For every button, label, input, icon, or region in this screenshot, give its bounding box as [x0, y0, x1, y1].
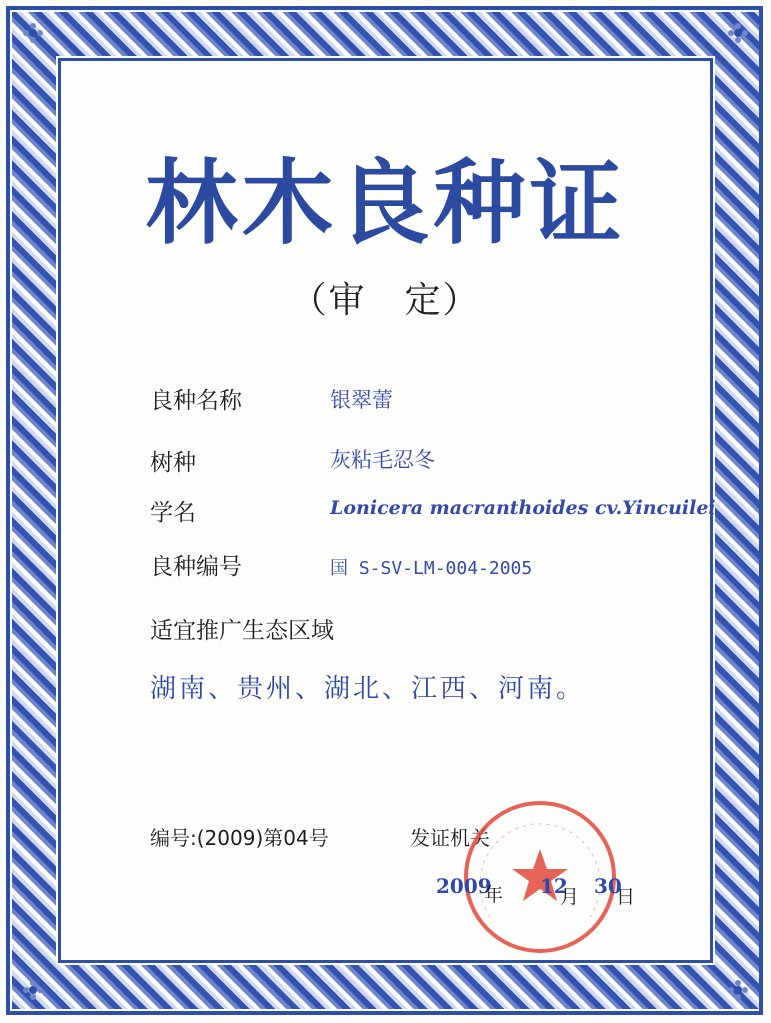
field-label-scientific-name: 学名	[150, 500, 196, 526]
flower-ornament-icon	[727, 22, 749, 44]
issuer-label: 发证机关	[410, 826, 490, 850]
day-unit: 日	[616, 886, 636, 908]
field-label-variety-name: 良种名称	[150, 388, 242, 414]
field-value-scientific-name: Lonicera macranthoides cv.Yincuilei	[330, 497, 716, 519]
flower-ornament-icon	[727, 979, 749, 1001]
field-value-species: 灰粘毛忍冬	[330, 448, 435, 472]
issue-year: 2009	[436, 874, 492, 898]
field-label-variety-number: 良种编号	[150, 554, 242, 580]
month-unit: 月	[560, 886, 580, 908]
field-label-species: 树种	[150, 450, 196, 476]
issue-day: 30	[594, 874, 622, 898]
field-value-variety-name: 银翠蕾	[330, 388, 393, 412]
certificate-title: 林木良种证	[145, 150, 626, 257]
year-unit: 年	[484, 884, 504, 906]
issue-month: 12	[540, 874, 568, 898]
certificate-subtitle: （审 定）	[290, 280, 481, 321]
flower-ornament-icon	[22, 979, 44, 1001]
certificate-number: 编号:(2009)第04号	[150, 826, 329, 850]
flower-ornament-icon	[22, 22, 44, 44]
region-list: 湖南、贵州、湖北、江西、河南。	[150, 674, 586, 704]
field-value-variety-number: 国 S-SV-LM-004-2005	[330, 558, 533, 579]
region-label: 适宜推广生态区域	[150, 618, 334, 644]
